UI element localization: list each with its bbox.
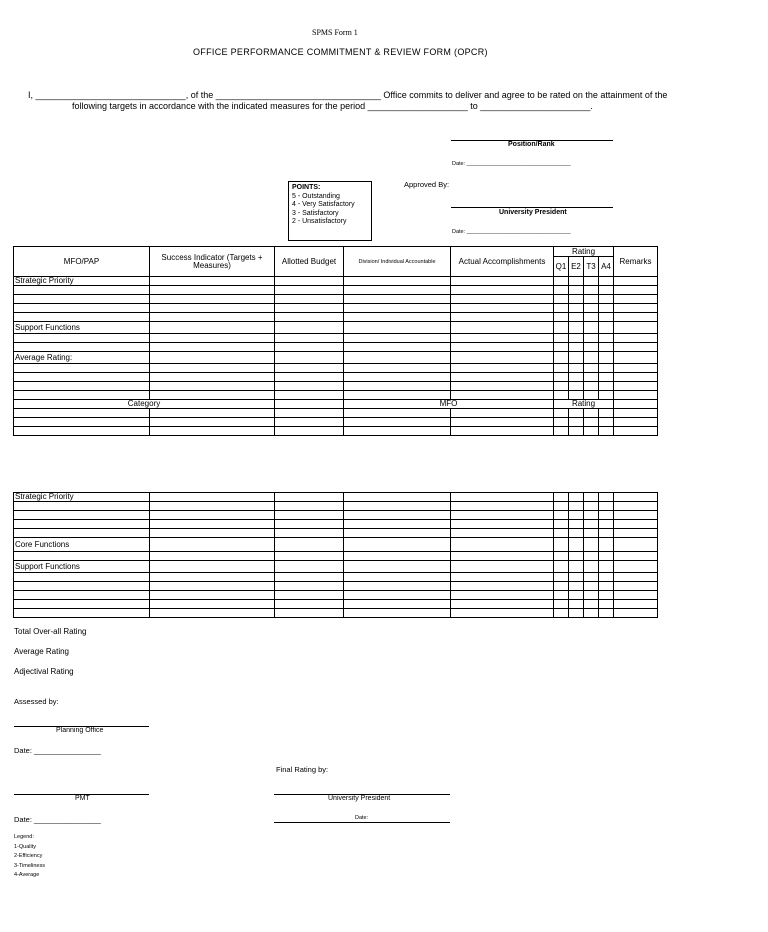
table-row[interactable] <box>14 609 658 618</box>
president-signature-line <box>451 207 613 208</box>
table-row <box>14 493 658 502</box>
table-row[interactable] <box>14 373 658 382</box>
summary-col-rating: Rating <box>554 400 614 409</box>
points-legend-box <box>288 181 372 241</box>
table-row[interactable] <box>14 552 658 561</box>
points-header: POINTS: <box>292 184 321 191</box>
table-row[interactable] <box>14 529 658 538</box>
table-row[interactable] <box>14 364 658 373</box>
table-row[interactable] <box>14 382 658 391</box>
date-field-b[interactable]: Date: ________________ <box>14 815 101 824</box>
section-strategic-priority-2: Strategic Priority <box>14 493 150 502</box>
col-success-indicator: Success Indicator (Targets + Measures) <box>150 247 275 277</box>
table-row[interactable] <box>14 427 658 436</box>
legend-title: Legend: <box>14 834 34 840</box>
office-blank[interactable]: _________________________________ <box>215 90 381 100</box>
legend <box>14 833 45 881</box>
section-strategic-priority: Strategic Priority <box>14 277 150 286</box>
average-rating-label: Average Rating <box>14 647 69 656</box>
period-start-blank[interactable]: ____________________ <box>367 101 468 111</box>
table-row[interactable] <box>14 520 658 529</box>
final-rating-by-label: Final Rating by: <box>276 765 329 774</box>
table-row[interactable] <box>14 286 658 295</box>
table-row[interactable] <box>14 391 658 400</box>
summary-col-mfo: MFO <box>344 400 554 409</box>
table-row[interactable] <box>14 343 658 352</box>
final-university-president-label: University President <box>328 795 391 802</box>
university-president-label: University President <box>499 209 567 216</box>
table-row <box>14 538 658 552</box>
opcr-table <box>13 246 658 436</box>
table-row[interactable] <box>14 334 658 343</box>
col-e2: E2 <box>569 257 584 277</box>
pmt-label: PMT <box>75 795 90 802</box>
date-field-1[interactable]: Date: __________________________________ <box>452 161 571 167</box>
table-row[interactable] <box>14 313 658 322</box>
table-row[interactable] <box>14 600 658 609</box>
position-rank-label: Position/Rank <box>508 141 555 148</box>
col-rating: Rating <box>554 247 614 257</box>
col-actual-accomplishments: Actual Accomplishments <box>451 247 554 277</box>
table-row <box>14 352 658 364</box>
section-core-functions: Core Functions <box>14 538 150 552</box>
table-row[interactable] <box>14 295 658 304</box>
of-the-text: , of the <box>185 90 216 100</box>
legend-item: 4-Average <box>14 872 40 878</box>
commitment-line-2: following targets in accordance with the indicated measures for the period ____________________ to ______________________. <box>72 101 593 111</box>
table-row[interactable] <box>14 409 658 418</box>
table-row <box>14 322 658 334</box>
adjectival-rating-label: Adjectival Rating <box>14 667 74 676</box>
points-item: 3 - Satisfactory <box>292 209 339 217</box>
table-row[interactable] <box>14 502 658 511</box>
commitment-line-1 <box>28 90 667 100</box>
total-overall-rating-label: Total Over-all Rating <box>14 627 87 636</box>
table-row[interactable] <box>14 511 658 520</box>
table-row[interactable] <box>14 582 658 591</box>
points-item: 4 - Very Satisfactory <box>292 201 355 208</box>
table-row[interactable] <box>14 591 658 600</box>
summary-header-row <box>14 400 658 409</box>
form-id: SPMS Form 1 <box>312 28 358 37</box>
table-row <box>14 277 658 286</box>
section-support-functions-2: Support Functions <box>14 561 150 573</box>
col-mfo-pap: MFO/PAP <box>14 247 150 277</box>
legend-item: 2-Efficiency <box>14 853 43 859</box>
section-support-functions: Support Functions <box>14 322 150 334</box>
table-row[interactable] <box>14 418 658 427</box>
col-division: Division/ Individual Accountable <box>344 247 451 277</box>
to-text: to <box>467 101 481 111</box>
approved-by-label: Approved By: <box>404 180 450 189</box>
points-item: 2 - Unsatisfactory <box>292 218 347 225</box>
summary-col-category: Category <box>14 400 275 409</box>
assessed-by-label: Assessed by: <box>14 697 59 706</box>
legend-item: 3-Timeliness <box>14 862 45 869</box>
commitment-prefix: I, <box>28 90 36 100</box>
col-t3: T3 <box>584 257 599 277</box>
commitment-text-2: following targets in accordance with the indicated measures for the period <box>72 101 368 111</box>
points-item: 5 - Outstanding <box>292 192 340 200</box>
period-end-blank[interactable]: ______________________ <box>480 101 591 111</box>
table-row[interactable] <box>14 573 658 582</box>
date-field-2[interactable]: Date: __________________________________ <box>452 229 571 235</box>
name-blank[interactable]: ______________________________ <box>35 90 186 100</box>
col-q1: Q1 <box>554 257 569 277</box>
legend-item: 1-Quality <box>14 843 37 850</box>
page-title: OFFICE PERFORMANCE COMMITMENT & REVIEW FORM (OPCR) <box>193 47 488 57</box>
table-row[interactable] <box>14 304 658 313</box>
col-remarks: Remarks <box>614 247 658 277</box>
table-row <box>14 561 658 573</box>
date-field-c[interactable]: Date: <box>355 815 369 821</box>
date-field-a[interactable]: Date: ________________ <box>14 746 101 755</box>
final-date-line <box>274 822 450 823</box>
col-a4: A4 <box>599 257 614 277</box>
planning-office-label: Planning Office <box>56 727 104 734</box>
opcr-table-2 <box>13 492 658 618</box>
section-average-rating: Average Rating: <box>14 352 150 364</box>
col-allotted-budget: Allotted Budget <box>275 247 344 277</box>
commitment-text-1: Office commits to deliver and agree to be rated on the attainment of the <box>380 90 668 100</box>
